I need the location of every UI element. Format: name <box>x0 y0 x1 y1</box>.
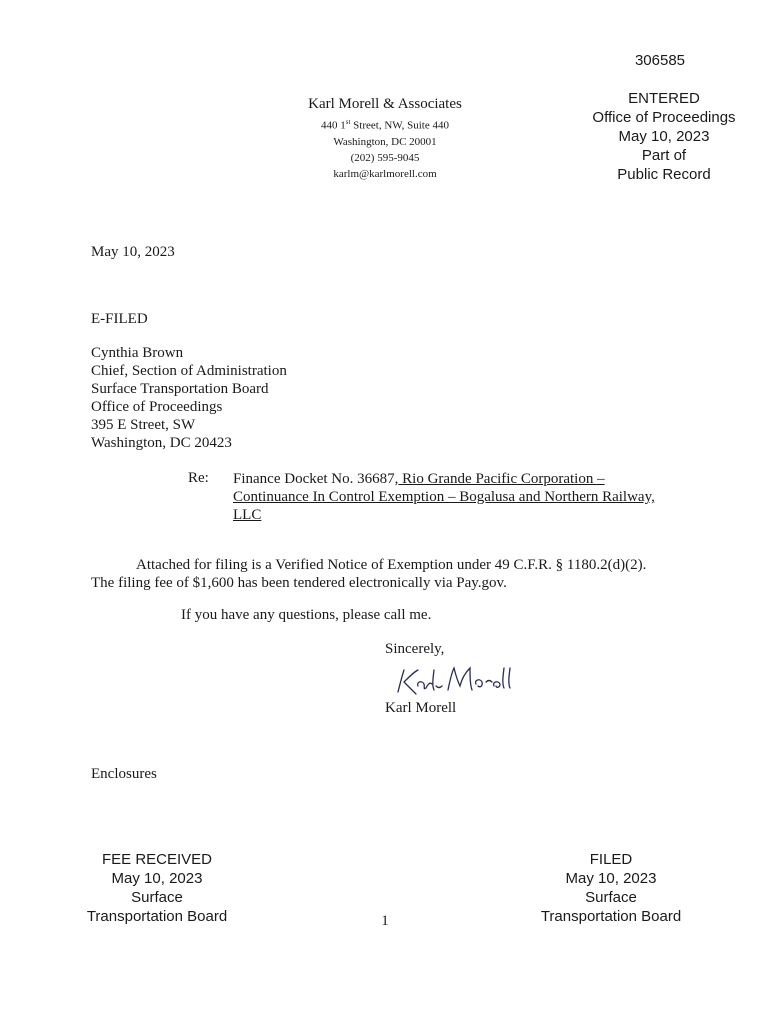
filed-stamp-line3: Surface <box>585 889 637 906</box>
document-number: 306585 <box>634 52 686 69</box>
letter-date: May 10, 2023 <box>91 244 175 260</box>
entered-line1: ENTERED <box>628 90 700 107</box>
body-line2: The filing fee of $1,600 has been tendered electronically via Pay.gov. <box>91 575 507 591</box>
re-line1 <box>233 470 673 488</box>
addressee-name: Cynthia Brown <box>91 345 184 361</box>
fee-stamp-line1: FEE RECEIVED <box>101 851 213 868</box>
body-line1: Attached for filing is a Verified Notice of Exemption under 49 C.F.R. § 1180.2(d)(2). <box>136 557 647 573</box>
body-paragraph <box>91 556 691 592</box>
addressee-title: Chief, Section of Administration <box>91 363 287 379</box>
firm-phone: (202) 595-9045 <box>350 151 420 164</box>
subject-part1: Rio Grande Pacific Corporation – <box>398 471 605 487</box>
addressee-org: Surface Transportation Board <box>91 381 269 397</box>
entered-line5: Public Record <box>617 166 711 183</box>
questions-line: If you have any questions, please call me. <box>181 607 432 623</box>
firm-city: Washington, DC 20001 <box>333 135 437 148</box>
subject-part2: Continuance In Control Exemption – Bogalusa and Northern Railway, <box>233 489 655 505</box>
entered-line2: Office of Proceedings <box>592 109 736 126</box>
address-rest: Street, NW, Suite 440 <box>350 119 449 132</box>
firm-email: karlm@karlmorell.com <box>333 167 437 180</box>
fee-stamp-line3: Surface <box>131 889 183 906</box>
enclosures-label: Enclosures <box>91 766 157 782</box>
fee-stamp-line4: Transportation Board <box>86 908 228 925</box>
addressee-block <box>91 344 287 452</box>
addressee-office: Office of Proceedings <box>91 399 223 415</box>
handwritten-signature <box>390 662 520 702</box>
addressee-city: Washington, DC 20423 <box>91 435 232 451</box>
subject-part3: LLC <box>233 507 262 523</box>
docket-number: Finance Docket No. 36687, <box>233 471 399 487</box>
filed-stamp-line4: Transportation Board <box>540 908 682 925</box>
address-number: 440 1 <box>320 119 346 132</box>
fee-stamp-line2: May 10, 2023 <box>111 870 203 887</box>
page-number: 1 <box>381 913 389 929</box>
entered-line4: Part of <box>641 147 687 164</box>
fee-received-stamp <box>82 850 232 926</box>
filed-stamp-line1: FILED <box>589 851 633 868</box>
entered-line3: May 10, 2023 <box>618 128 710 145</box>
firm-address <box>280 114 490 134</box>
letterhead <box>280 94 490 182</box>
filed-stamp <box>536 850 686 926</box>
addressee-street: 395 E Street, SW <box>91 417 196 433</box>
firm-name: Karl Morell & Associates <box>308 96 462 112</box>
signer-name: Karl Morell <box>385 700 457 716</box>
entered-stamp <box>588 89 740 184</box>
filed-stamp-line2: May 10, 2023 <box>565 870 657 887</box>
filing-method: E-FILED <box>91 311 148 327</box>
closing: Sincerely, <box>385 641 445 657</box>
address-superscript: st <box>345 118 351 126</box>
re-label: Re: <box>188 470 209 486</box>
re-subject <box>233 470 673 524</box>
